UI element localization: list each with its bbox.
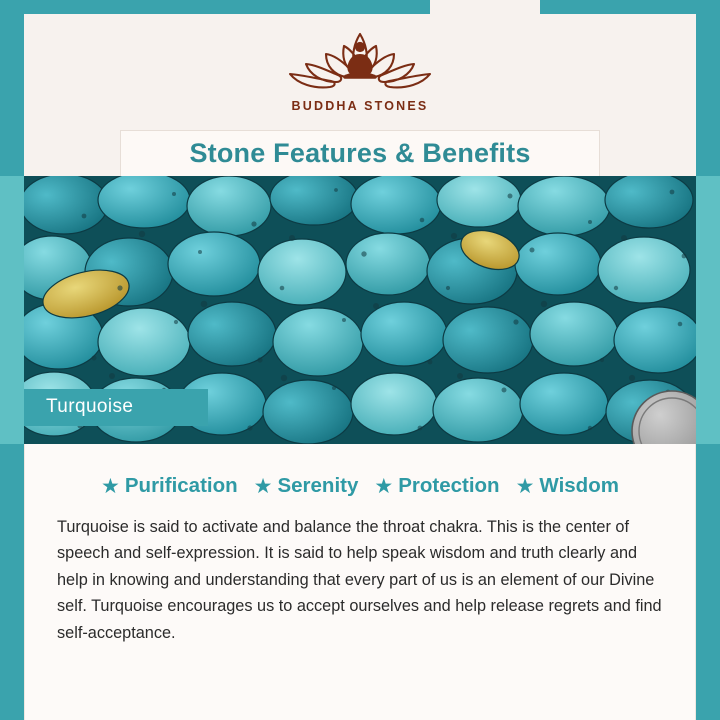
decor-band-top-strip-right bbox=[540, 0, 720, 14]
decor-band-top-strip-left bbox=[0, 0, 430, 14]
benefit-item bbox=[254, 474, 359, 498]
lotus-meditation-figure-icon bbox=[284, 30, 436, 92]
description-text: Turquoise is said to activate and balance the throat chakra. This is the center of speech and self-expression. It is said to help speak wisdom and truth clearly and help in knowing and understanding that every part of us is an element of our Divine self. Turquoise encourages us to accept ourselves and help release regrets and find self-acceptance. bbox=[57, 518, 662, 642]
benefit-item bbox=[101, 474, 238, 498]
star-icon: ★ bbox=[253, 474, 273, 498]
benefit-label: Protection bbox=[398, 474, 500, 497]
benefit-item bbox=[516, 474, 619, 498]
star-icon: ★ bbox=[101, 474, 120, 498]
content-panel bbox=[24, 444, 696, 720]
turquoise-stones-photo bbox=[24, 176, 696, 444]
decor-band-left-middle bbox=[0, 176, 24, 444]
benefit-item bbox=[374, 474, 499, 498]
star-icon: ★ bbox=[374, 474, 394, 498]
decor-band-bottom-right bbox=[696, 444, 720, 720]
star-icon: ★ bbox=[515, 474, 535, 498]
benefits-row bbox=[25, 444, 695, 498]
title-plate bbox=[120, 130, 600, 176]
decor-band-bottom-left bbox=[0, 444, 24, 720]
decor-band-top-left bbox=[0, 0, 24, 176]
decor-band-top-right bbox=[696, 0, 720, 176]
brand-name: BUDDHA STONES bbox=[291, 99, 429, 113]
benefit-label: Wisdom bbox=[539, 474, 619, 497]
benefit-label: Serenity bbox=[277, 474, 359, 497]
page-title: Stone Features & Benefits bbox=[189, 138, 531, 168]
brand-logo bbox=[284, 30, 436, 113]
benefit-label: Purification bbox=[124, 474, 238, 497]
stone-name-badge: Turquoise bbox=[24, 389, 208, 426]
decor-band-right-middle bbox=[696, 176, 720, 444]
